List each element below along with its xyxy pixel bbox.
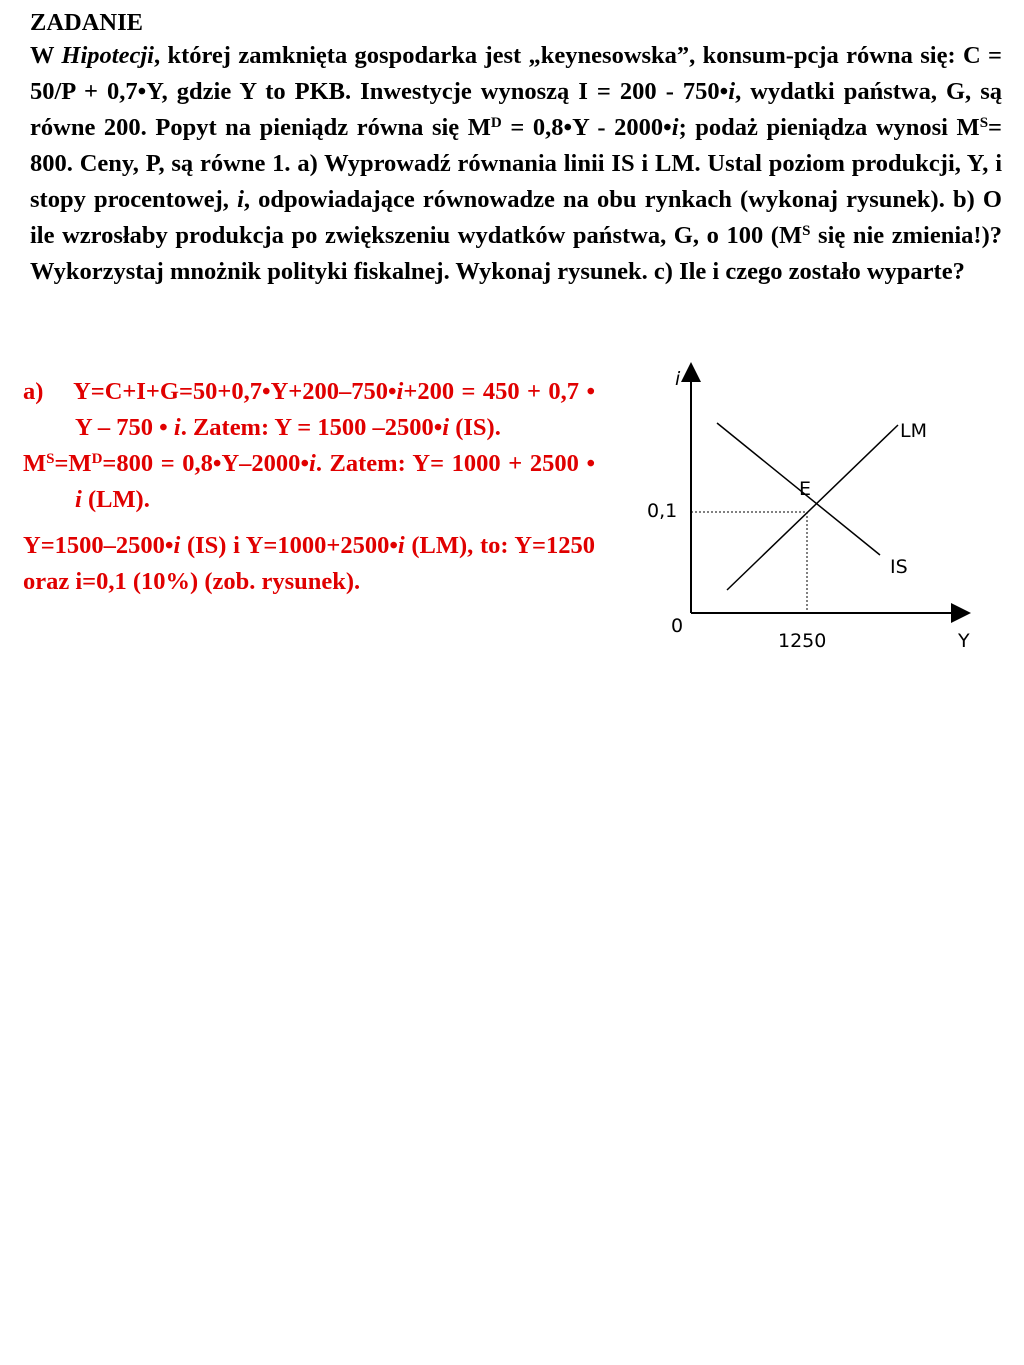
lm-curve xyxy=(727,425,898,590)
solution-result: Y=1500–2500•i (IS) i Y=1000+2500•i (LM), to: Y=1250 oraz i=0,1 (10%) (zob. rysunek). xyxy=(23,532,595,595)
x-axis-label: Y xyxy=(958,630,970,652)
is-label: IS xyxy=(890,556,908,578)
is-lm-diagram xyxy=(630,360,1010,660)
solution-text xyxy=(23,374,595,600)
solution-part-a: a) Y=C+I+G=50+0,7•Y+200–750•i+200 = 450 + 0,7 • Y – 750 • i. Zatem: Y = 1500 –2500•i (IS). xyxy=(23,378,596,441)
task-body: W Hipotecji, której zamknięta gospodarka jest „keynesowska”, konsum-pcja równa się: C = 50/P + 0,7•Y, gdzie Y to PKB. Inwestycje wynoszą I = 200 - 750•i, wydatki państwa, G, są równe 200. Popyt na pieniądz równa się $M^D$ = 0,8•Y - 2000•i; podaż pieniądza wynosi $M^S= 800$. Ceny, P, są równe 1. a) Wyprowadź równania linii IS i LM. Ustal poziom produkcji, Y, i stopy procentowej, i, odpowiadające równowadze na obu rynkach (wykonaj rysunek). b) O ile wzrosłaby produkcja po zwiększeniu wydatków państwa, G, o 100 ($M^S$ się nie zmienia!)? Wykorzystaj mnożnik polityki fiskalnej. Wykonaj rysunek. c) Ile i czego zostało wyparte? xyxy=(30,42,1003,285)
solution-lm: $M^S=M^D=800$ = 0,8•Y–2000•i. Zatem: Y= 1000 + 2500 • i (LM). xyxy=(23,450,596,513)
equilibrium-label: E xyxy=(799,478,812,500)
task-heading: ZADANIE xyxy=(30,9,143,36)
y-axis-label: i xyxy=(675,368,681,390)
y-tick-label: 0,1 xyxy=(647,500,678,522)
task-text xyxy=(30,8,1002,290)
origin-label: 0 xyxy=(671,615,684,637)
lm-label: LM xyxy=(900,420,927,442)
x-tick-label: 1250 xyxy=(778,630,827,652)
